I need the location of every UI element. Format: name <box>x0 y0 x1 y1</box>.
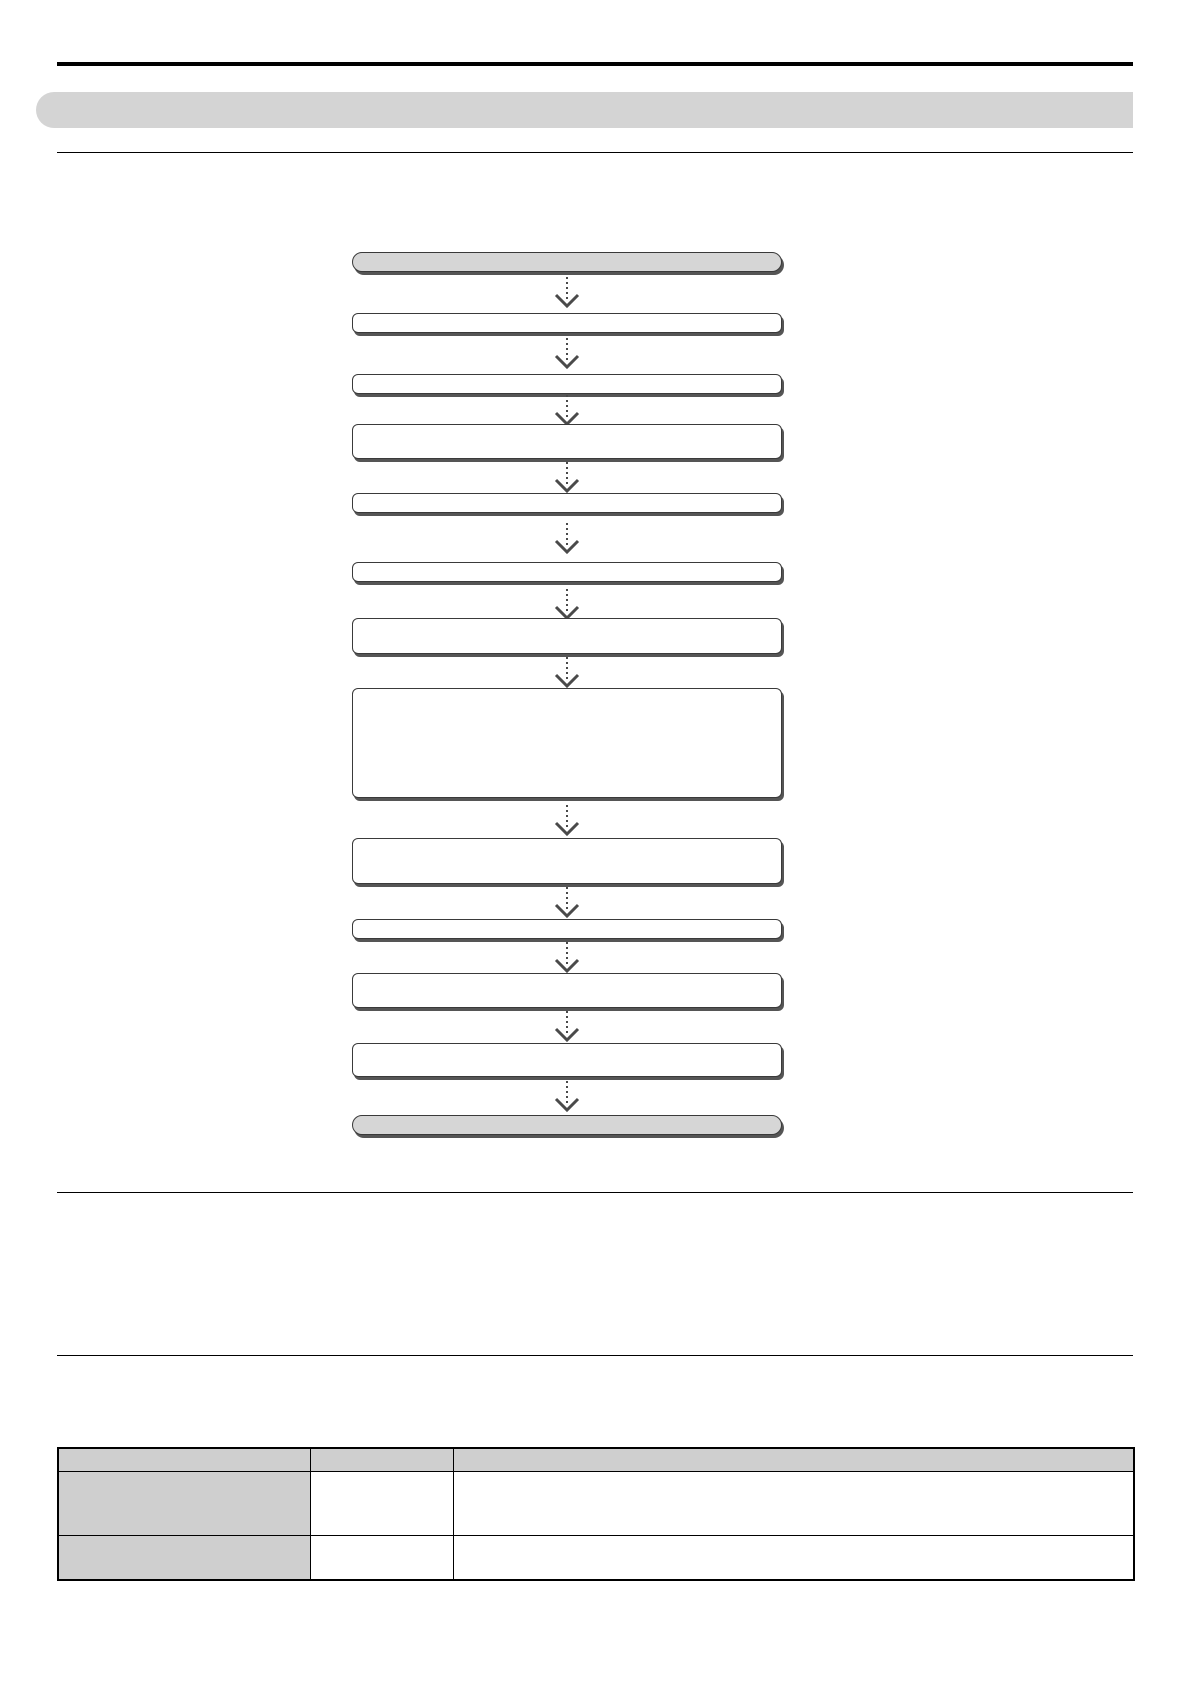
section-divider <box>57 1192 1133 1193</box>
table-row-header <box>58 1472 310 1536</box>
flow-arrow <box>553 1010 581 1044</box>
flow-arrow <box>553 276 581 310</box>
table-cell <box>453 1472 1134 1536</box>
table-cell <box>310 1536 453 1580</box>
table-header-cell <box>58 1448 310 1472</box>
flow-arrow <box>553 656 581 690</box>
table-cell <box>453 1536 1134 1580</box>
flow-step <box>352 1043 782 1077</box>
flow-arrow <box>553 394 581 428</box>
section-divider <box>57 152 1133 153</box>
top-rule <box>57 62 1133 66</box>
flow-arrow <box>553 337 581 371</box>
flow-step <box>352 919 782 939</box>
flow-step <box>352 493 782 513</box>
flow-arrow <box>553 1080 581 1114</box>
table-row <box>58 1472 1134 1536</box>
flow-arrow <box>553 804 581 838</box>
flow-step <box>352 838 782 884</box>
flow-arrow <box>553 886 581 920</box>
table-header-row <box>58 1448 1134 1472</box>
table-header-cell <box>453 1448 1134 1472</box>
section-banner <box>36 92 1133 128</box>
flow-step <box>352 973 782 1008</box>
flow-step <box>352 562 782 582</box>
spec-table <box>57 1447 1135 1581</box>
table-row-header <box>58 1536 310 1580</box>
table-cell <box>310 1472 453 1536</box>
flow-arrow <box>553 461 581 495</box>
flow-step <box>352 374 782 394</box>
flow-step <box>352 618 782 654</box>
flow-start-terminal <box>352 252 782 272</box>
table-header-cell <box>310 1448 453 1472</box>
table-row <box>58 1536 1134 1580</box>
flow-arrow <box>553 588 581 622</box>
flow-arrow <box>553 522 581 556</box>
flow-step <box>352 688 782 798</box>
flow-arrow <box>553 941 581 975</box>
flow-step <box>352 313 782 333</box>
flow-end-terminal <box>352 1115 782 1135</box>
flow-step <box>352 424 782 459</box>
section-divider <box>57 1355 1133 1356</box>
